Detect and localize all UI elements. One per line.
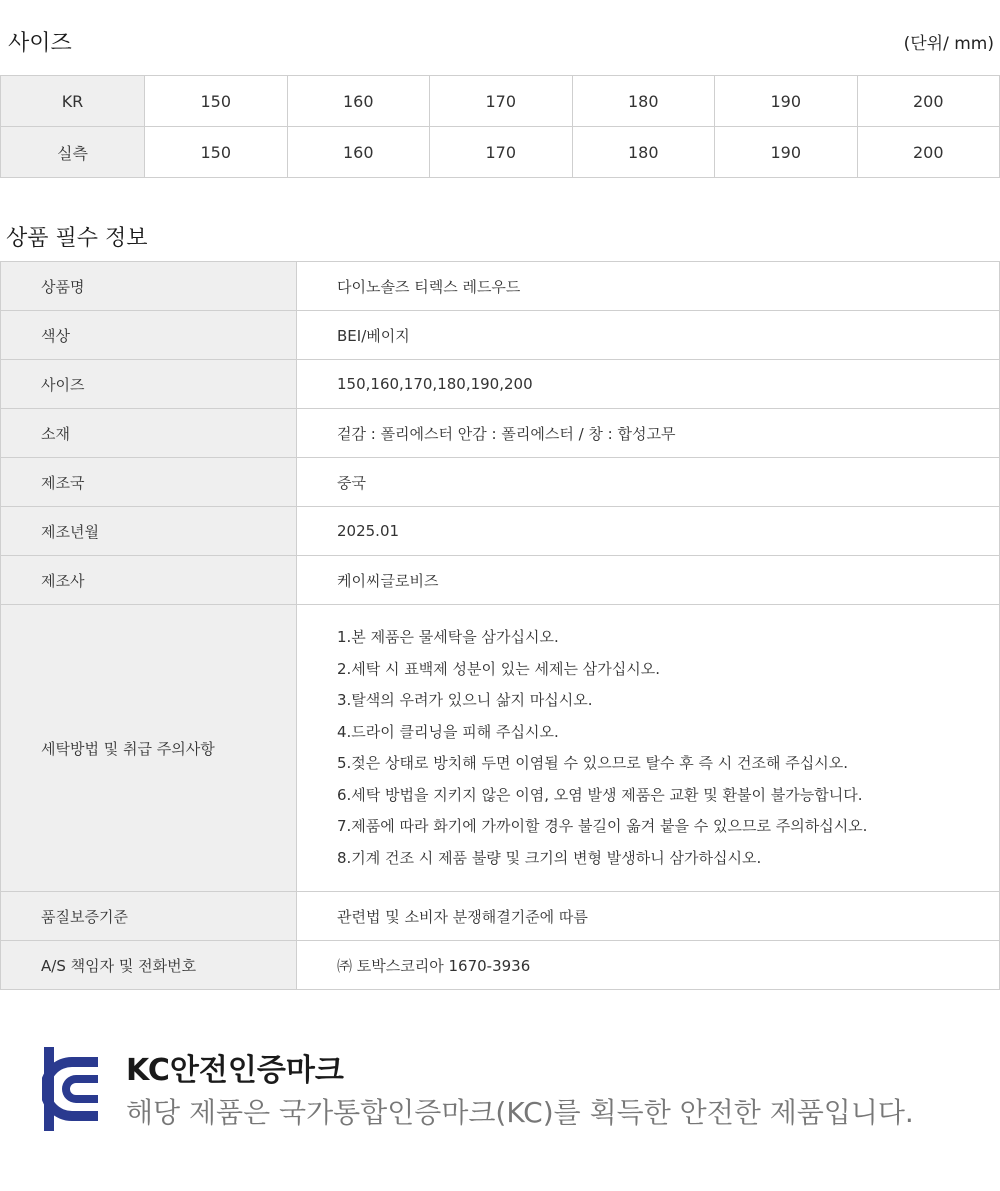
kc-certification-logo-icon	[42, 1043, 102, 1135]
size-cell: 190	[715, 76, 858, 127]
size-cell: 190	[715, 127, 858, 178]
size-cell: 180	[572, 127, 715, 178]
size-cell: 170	[430, 127, 573, 178]
info-value: 2025.01	[297, 507, 1000, 556]
info-key: 제조사	[1, 556, 297, 605]
info-section-header	[0, 221, 1000, 252]
care-item: 6.세탁 방법을 지키지 않은 이염, 오염 발생 제품은 교환 및 환불이 불가능합니다.	[337, 785, 863, 804]
care-item: 2.세탁 시 표백제 성분이 있는 세제는 삼가십시오.	[337, 659, 660, 678]
info-row	[1, 311, 1000, 360]
kc-description: 해당 제품은 국가통합인증마크(KC)를 획득한 안전한 제품입니다.	[126, 1096, 914, 1129]
info-row	[1, 360, 1000, 409]
info-row	[1, 556, 1000, 605]
info-value: 중국	[297, 458, 1000, 507]
info-key: 세탁방법 및 취급 주의사항	[1, 605, 297, 892]
info-value: 150,160,170,180,190,200	[297, 360, 1000, 409]
info-row	[1, 941, 1000, 990]
care-item: 3.탈색의 우려가 있으니 삶지 마십시오.	[337, 691, 593, 709]
size-cell: 180	[572, 76, 715, 127]
size-row-label: KR	[1, 76, 145, 127]
info-key: 상품명	[1, 262, 297, 311]
care-instructions-value	[297, 605, 1000, 892]
kc-certification-block	[42, 1043, 914, 1135]
care-instructions-row	[1, 605, 1000, 892]
care-item: 8.기계 건조 시 제품 불량 및 크기의 변형 발생하니 삼가하십시오.	[337, 848, 762, 867]
size-row-kr	[1, 76, 1000, 127]
care-item: 4.드라이 클리닝을 피해 주십시오.	[337, 722, 559, 741]
info-value: 관련법 및 소비자 분쟁해결기준에 따름	[297, 892, 1000, 941]
size-cell: 200	[857, 127, 1000, 178]
size-cell: 170	[430, 76, 573, 127]
care-item: 5.젖은 상태로 방치해 두면 이염될 수 있으므로 탈수 후 즉 시 건조해 주십시오.	[337, 754, 848, 772]
size-table	[0, 75, 1000, 178]
info-key: 소재	[1, 409, 297, 458]
info-value: 케이씨글로비즈	[297, 556, 1000, 605]
info-row	[1, 507, 1000, 556]
info-value: ㈜ 토박스코리아 1670-3936	[297, 941, 1000, 990]
kc-text	[126, 1043, 914, 1133]
size-section-title: 사이즈	[8, 31, 72, 56]
info-row	[1, 409, 1000, 458]
info-key: A/S 책임자 및 전화번호	[1, 941, 297, 990]
product-info-table	[0, 261, 1000, 990]
size-cell: 150	[145, 76, 288, 127]
size-row-measured	[1, 127, 1000, 178]
info-key: 제조국	[1, 458, 297, 507]
info-key: 품질보증기준	[1, 892, 297, 941]
info-key: 사이즈	[1, 360, 297, 409]
info-row	[1, 892, 1000, 941]
care-instructions-list	[337, 622, 999, 874]
size-row-label: 실측	[1, 127, 145, 178]
info-value: 다이노솔즈 티렉스 레드우드	[297, 262, 1000, 311]
size-cell: 200	[857, 76, 1000, 127]
info-value: 겉감 : 폴리에스터 안감 : 폴리에스터 / 창 : 합성고무	[297, 409, 1000, 458]
info-value: BEI/베이지	[297, 311, 1000, 360]
info-row	[1, 262, 1000, 311]
size-unit-label: (단위/ mm)	[903, 34, 994, 54]
info-section-title: 상품 필수 정보	[6, 226, 148, 251]
size-section-header	[0, 26, 1000, 57]
kc-title: KC안전인증마크	[126, 1053, 344, 1088]
size-cell: 160	[287, 127, 430, 178]
info-row	[1, 458, 1000, 507]
size-cell: 160	[287, 76, 430, 127]
care-item: 1.본 제품은 물세탁을 삼가십시오.	[337, 628, 559, 646]
care-item: 7.제품에 따라 화기에 가까이할 경우 불길이 옮겨 붙을 수 있으므로 주의하십시오.	[337, 817, 868, 835]
size-cell: 150	[145, 127, 288, 178]
info-key: 색상	[1, 311, 297, 360]
info-key: 제조년월	[1, 507, 297, 556]
